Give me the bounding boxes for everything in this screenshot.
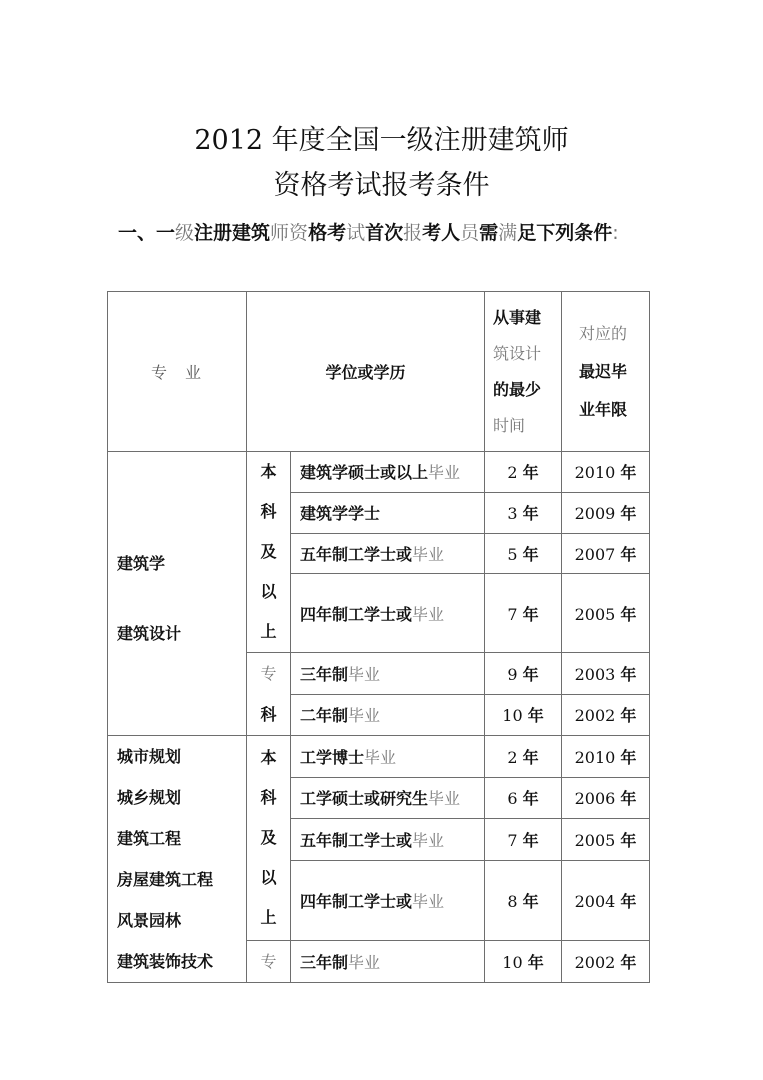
years-cell: 3 年	[485, 492, 562, 533]
degree-cell: 四年制工学士或毕业	[291, 574, 485, 653]
level-cell-junior-college: 专	[247, 941, 291, 983]
header-deadline: 对应的 最迟毕 业年限	[562, 292, 650, 452]
level-cell-junior-college: 专 科	[247, 653, 291, 736]
page-title-line-1: 2012 年度全国一级注册建筑师	[194, 125, 569, 156]
degree-cell: 工学博士毕业	[291, 736, 485, 778]
years-cell: 7 年	[485, 574, 562, 653]
deadline-cell: 2006 年	[562, 777, 650, 819]
major-cell-group-1: 建筑学 建筑设计	[108, 452, 247, 736]
deadline-cell: 2007 年	[562, 533, 650, 574]
table-row	[108, 736, 650, 778]
page-title-line-2: 资格考试报考条件	[273, 170, 490, 201]
years-cell: 6 年	[485, 777, 562, 819]
degree-cell: 三年制毕业	[291, 941, 485, 983]
level-cell-undergrad: 本 科 及 以 上	[247, 736, 291, 941]
years-cell: 2 年	[485, 736, 562, 778]
years-cell: 2 年	[485, 452, 562, 493]
years-cell: 10 年	[485, 694, 562, 736]
degree-cell: 四年制工学士或毕业	[291, 860, 485, 940]
degree-cell: 建筑学硕士或以上毕业	[291, 452, 485, 493]
deadline-cell: 2009 年	[562, 492, 650, 533]
years-cell: 8 年	[485, 860, 562, 940]
header-min-years: 从事建 筑设计 的最少 时间	[485, 292, 562, 452]
requirements-table	[107, 291, 650, 983]
table-row	[108, 452, 650, 493]
header-major: 专业	[108, 292, 247, 452]
degree-cell: 二年制毕业	[291, 694, 485, 736]
degree-cell: 三年制毕业	[291, 653, 485, 695]
deadline-cell: 2005 年	[562, 574, 650, 653]
deadline-cell: 2002 年	[562, 694, 650, 736]
years-cell: 9 年	[485, 653, 562, 695]
level-cell-undergrad: 本 科 及 以 上	[247, 452, 291, 653]
section-heading: 一、一级注册建筑师资格考试首次报考人员需满足下列条件:	[118, 222, 619, 244]
deadline-cell: 2010 年	[562, 736, 650, 778]
years-cell: 10 年	[485, 941, 562, 983]
degree-cell: 五年制工学士或毕业	[291, 819, 485, 861]
deadline-cell: 2010 年	[562, 452, 650, 493]
deadline-cell: 2003 年	[562, 653, 650, 695]
header-degree: 学位或学历	[247, 292, 485, 452]
major-cell-group-2: 城市规划 城乡规划 建筑工程 房屋建筑工程 风景园林 建筑装饰技术	[108, 736, 247, 983]
deadline-cell: 2004 年	[562, 860, 650, 940]
degree-cell: 建筑学学士	[291, 492, 485, 533]
years-cell: 5 年	[485, 533, 562, 574]
degree-cell: 五年制工学士或毕业	[291, 533, 485, 574]
degree-cell: 工学硕士或研究生毕业	[291, 777, 485, 819]
deadline-cell: 2005 年	[562, 819, 650, 861]
deadline-cell: 2002 年	[562, 941, 650, 983]
years-cell: 7 年	[485, 819, 562, 861]
table-header-row	[108, 292, 650, 452]
